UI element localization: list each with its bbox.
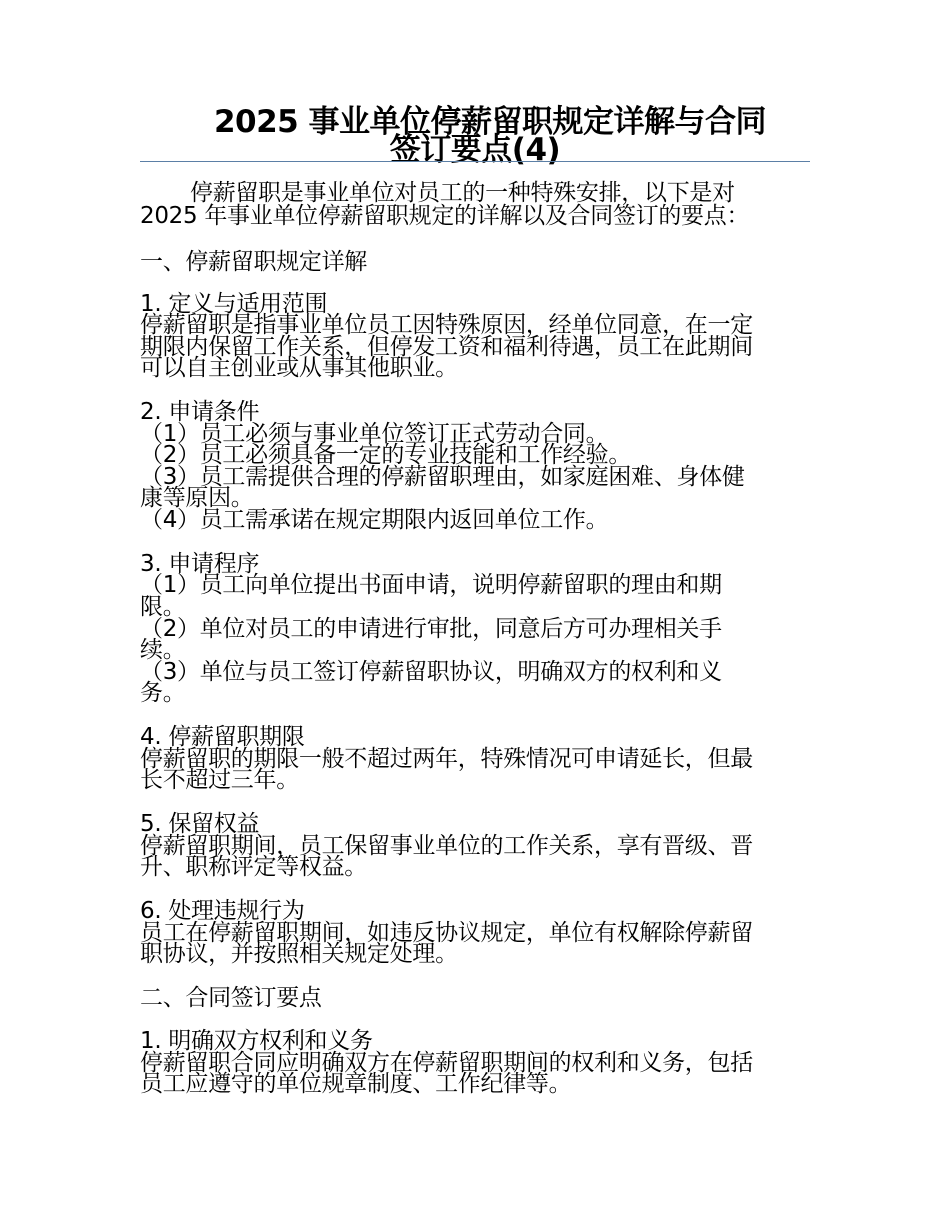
subsection-heading: 4. 停薪留职期限 <box>140 724 305 750</box>
list-item: （3）单位与员工签订停薪留职协议，明确双方的权利和义 <box>140 659 722 685</box>
title-line-1: 2025 事业单位停薪留职规定详解与合同 <box>213 104 767 140</box>
subsection-heading: 6. 处理违规行为 <box>140 898 305 924</box>
section-heading: 二、合同签订要点 <box>140 985 322 1011</box>
paragraph-line: 停薪留职的期限一般不超过两年，特殊情况可申请延长，但最 <box>140 746 753 772</box>
paragraph-line: 期限内保留工作关系，但停发工资和福利待遇，员工在此期间 <box>140 334 753 360</box>
section-heading: 一、停薪留职规定详解 <box>140 249 368 275</box>
subsection-heading: 5. 保留权益 <box>140 811 260 837</box>
list-item: （1）员工向单位提出书面申请，说明停薪留职的理由和期 <box>140 572 722 598</box>
list-item: （1）员工必须与事业单位签订正式劳动合同。 <box>140 421 609 447</box>
subsection-heading: 3. 申请程序 <box>140 551 260 577</box>
paragraph-line: 可以自主创业或从事其他职业。 <box>140 355 458 381</box>
title-line-2: 签订要点(4) <box>389 132 561 168</box>
list-item: 限。 <box>140 594 186 620</box>
paragraph-line: 长不超过三年。 <box>140 767 299 793</box>
subsection-heading: 1. 定义与适用范围 <box>140 291 328 317</box>
paragraph-line: 职协议，并按照相关规定处理。 <box>140 941 458 967</box>
paragraph-line: 停薪留职是指事业单位员工因特殊原因，经单位同意，在一定 <box>140 312 753 338</box>
paragraph-line: 员工在停薪留职期间，如违反协议规定，单位有权解除停薪留 <box>140 920 753 946</box>
list-item: 务。 <box>140 680 186 706</box>
list-item: （2）员工必须具备一定的专业技能和工作经验。 <box>140 442 632 468</box>
title-divider <box>140 161 810 162</box>
list-item: 康等原因。 <box>140 485 254 511</box>
intro-line: 2025 年事业单位停薪留职规定的详解以及合同签订的要点： <box>140 203 750 229</box>
list-item: （3）员工需提供合理的停薪留职理由，如家庭困难、身体健 <box>140 464 745 490</box>
subsection-heading: 2. 申请条件 <box>140 399 260 425</box>
document-title <box>140 104 810 168</box>
list-item: 续。 <box>140 637 186 663</box>
paragraph-line: 升、职称评定等权益。 <box>140 854 368 880</box>
list-item: （2）单位对员工的申请进行审批，同意后方可办理相关手 <box>140 616 722 642</box>
paragraph-line: 停薪留职合同应明确双方在停薪留职期间的权利和义务，包括 <box>140 1050 753 1076</box>
intro-line: 停薪留职是事业单位对员工的一种特殊安排，以下是对 <box>190 180 735 206</box>
paragraph-line: 员工应遵守的单位规章制度、工作纪律等。 <box>140 1071 572 1097</box>
list-item: （4）员工需承诺在规定期限内返回单位工作。 <box>140 507 609 533</box>
paragraph-line: 停薪留职期间，员工保留事业单位的工作关系，享有晋级、晋 <box>140 833 753 859</box>
subsection-heading: 1. 明确双方权利和义务 <box>140 1028 373 1054</box>
